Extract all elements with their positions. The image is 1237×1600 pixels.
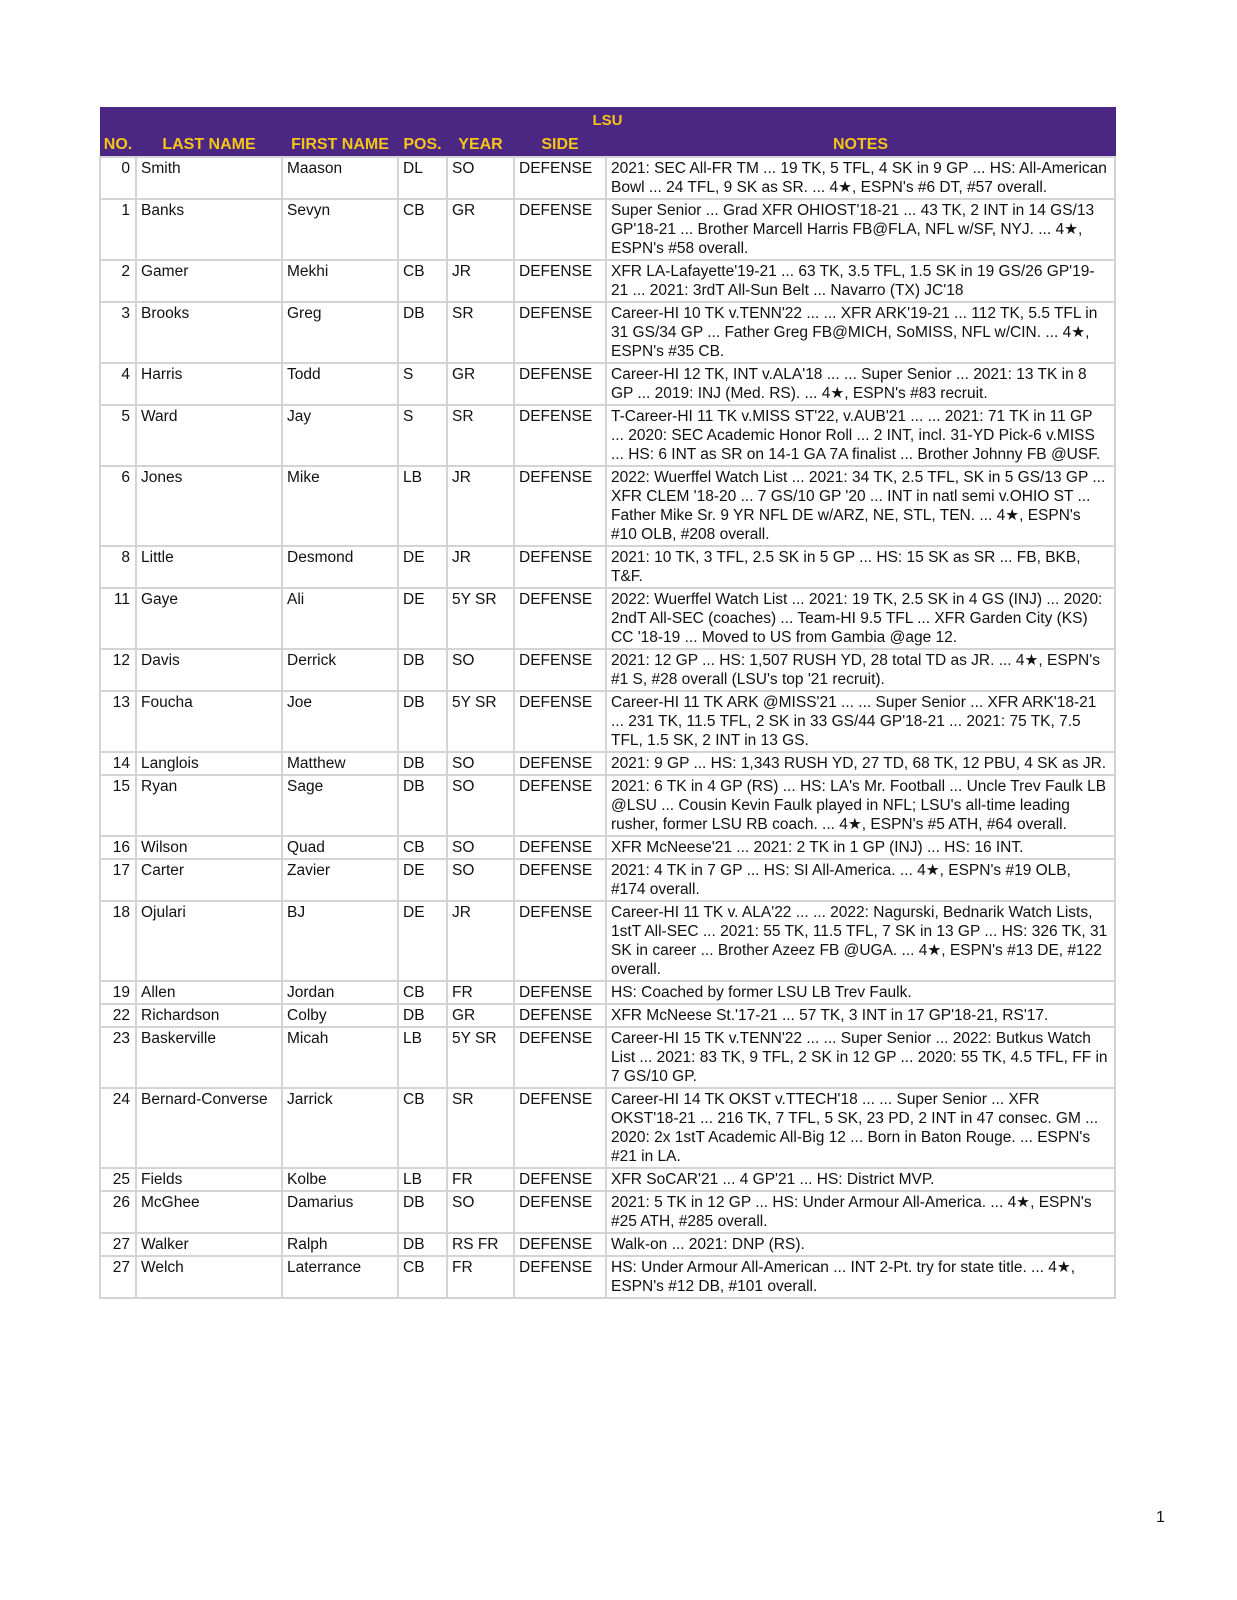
player-notes: Career-HI 15 TK v.TENN'22 ... ... Super Senior ... 2022: Butkus Watch List ... 2021: 83 TK, 9 TFL, 2 SK in 12 GP ... 2020: 55 TK, 4.5 TFL, FF in 7 GS/10 GP. [606,1027,1115,1088]
column-header-no: NO. [100,133,136,158]
player-year: SO [447,649,514,691]
player-notes: 2021: SEC All-FR TM ... 19 TK, 5 TFL, 4 SK in 9 GP ... HS: All-American Bowl ... 24 TFL, 9 SK as SR. ... 4★, ESPN's #6 DT, #57 overall. [606,157,1115,199]
player-number: 14 [100,752,136,775]
player-last-name: Smith [136,157,282,199]
player-position: LB [398,1027,447,1088]
player-year: SO [447,836,514,859]
player-position: LB [398,1168,447,1191]
player-notes: 2021: 9 GP ... HS: 1,343 RUSH YD, 27 TD, 68 TK, 12 PBU, 4 SK as JR. [606,752,1115,775]
player-notes: Career-HI 12 TK, INT v.ALA'18 ... ... Super Senior ... 2021: 13 TK in 8 GP ... 2019: INJ (Med. RS). ... 4★, ESPN's #83 recruit. [606,363,1115,405]
player-number: 23 [100,1027,136,1088]
column-header-notes: NOTES [606,133,1115,158]
player-position: CB [398,1256,447,1298]
player-number: 5 [100,405,136,466]
player-year: 5Y SR [447,1027,514,1088]
player-last-name: Ojulari [136,901,282,981]
player-notes: Walk-on ... 2021: DNP (RS). [606,1233,1115,1256]
player-year: SR [447,405,514,466]
player-position: DE [398,588,447,649]
player-year: SO [447,752,514,775]
player-year: GR [447,363,514,405]
player-side: DEFENSE [514,649,606,691]
player-last-name: Harris [136,363,282,405]
player-number: 12 [100,649,136,691]
player-first-name: Sage [282,775,398,836]
player-year: 5Y SR [447,691,514,752]
player-last-name: Jones [136,466,282,546]
player-year: GR [447,199,514,260]
player-first-name: Laterrance [282,1256,398,1298]
table-row [100,752,1115,775]
player-first-name: BJ [282,901,398,981]
player-last-name: Brooks [136,302,282,363]
player-last-name: Banks [136,199,282,260]
player-side: DEFENSE [514,1027,606,1088]
player-number: 27 [100,1256,136,1298]
player-year: JR [447,466,514,546]
player-year: GR [447,1004,514,1027]
table-row [100,157,1115,199]
player-notes: 2021: 12 GP ... HS: 1,507 RUSH YD, 28 total TD as JR. ... 4★, ESPN's #1 S, #28 overall (LSU's top '21 recruit). [606,649,1115,691]
player-notes: XFR McNeese'21 ... 2021: 2 TK in 1 GP (INJ) ... HS: 16 INT. [606,836,1115,859]
table-row [100,775,1115,836]
player-side: DEFENSE [514,691,606,752]
table-header [100,108,1115,158]
player-side: DEFENSE [514,405,606,466]
table-row [100,649,1115,691]
roster-table [99,107,1116,1299]
player-side: DEFENSE [514,363,606,405]
player-number: 11 [100,588,136,649]
player-number: 2 [100,260,136,302]
player-number: 17 [100,859,136,901]
player-side: DEFENSE [514,752,606,775]
player-first-name: Derrick [282,649,398,691]
player-position: DE [398,546,447,588]
table-row [100,302,1115,363]
player-first-name: Kolbe [282,1168,398,1191]
table-row [100,1027,1115,1088]
player-number: 16 [100,836,136,859]
player-first-name: Ralph [282,1233,398,1256]
table-row [100,405,1115,466]
player-side: DEFENSE [514,157,606,199]
player-notes: 2021: 6 TK in 4 GP (RS) ... HS: LA's Mr. Football ... Uncle Trev Faulk LB @LSU ... Cousin Kevin Faulk played in NFL; LSU's all-time leading rusher, former LSU RB coach. ... 4★, ESPN's #5 ATH, #64 overall. [606,775,1115,836]
player-first-name: Todd [282,363,398,405]
player-number: 8 [100,546,136,588]
player-number: 27 [100,1233,136,1256]
player-first-name: Ali [282,588,398,649]
player-year: 5Y SR [447,588,514,649]
player-last-name: Carter [136,859,282,901]
player-first-name: Desmond [282,546,398,588]
player-year: SO [447,1191,514,1233]
player-side: DEFENSE [514,1088,606,1168]
player-position: S [398,405,447,466]
player-year: FR [447,981,514,1004]
player-first-name: Mike [282,466,398,546]
player-side: DEFENSE [514,302,606,363]
player-number: 19 [100,981,136,1004]
player-notes: XFR SoCAR'21 ... 4 GP'21 ... HS: District MVP. [606,1168,1115,1191]
player-position: CB [398,981,447,1004]
table-row [100,691,1115,752]
team-title-row [100,108,1115,133]
column-header-row [100,133,1115,158]
player-notes: 2021: 5 TK in 12 GP ... HS: Under Armour All-America. ... 4★, ESPN's #25 ATH, #285 overall. [606,1191,1115,1233]
player-year: SR [447,1088,514,1168]
player-last-name: McGhee [136,1191,282,1233]
player-last-name: Walker [136,1233,282,1256]
player-first-name: Micah [282,1027,398,1088]
player-number: 15 [100,775,136,836]
player-position: DB [398,1004,447,1027]
table-row [100,260,1115,302]
player-position: DB [398,649,447,691]
player-side: DEFENSE [514,588,606,649]
table-row [100,981,1115,1004]
player-first-name: Joe [282,691,398,752]
player-position: DB [398,752,447,775]
table-row [100,363,1115,405]
player-number: 6 [100,466,136,546]
player-last-name: Langlois [136,752,282,775]
player-side: DEFENSE [514,1191,606,1233]
table-row [100,859,1115,901]
player-side: DEFENSE [514,1256,606,1298]
player-year: JR [447,901,514,981]
player-first-name: Matthew [282,752,398,775]
player-year: JR [447,260,514,302]
player-first-name: Jordan [282,981,398,1004]
player-side: DEFENSE [514,859,606,901]
player-notes: XFR McNeese St.'17-21 ... 57 TK, 3 INT in 17 GP'18-21, RS'17. [606,1004,1115,1027]
player-position: DE [398,859,447,901]
player-side: DEFENSE [514,1168,606,1191]
player-number: 13 [100,691,136,752]
player-position: CB [398,199,447,260]
player-notes: 2022: Wuerffel Watch List ... 2021: 34 TK, 2.5 TFL, SK in 5 GS/13 GP ... XFR CLEM '18-20 ... 7 GS/10 GP '20 ... INT in natl semi v.OHIO ST ... Father Mike Sr. 9 YR NFL DE w/ARZ, NE, STL, TEN. ... 4★, ESPN's #10 OLB, #208 overall. [606,466,1115,546]
table-row [100,588,1115,649]
player-notes: 2021: 10 TK, 3 TFL, 2.5 SK in 5 GP ... HS: 15 SK as SR ... FB, BKB, T&F. [606,546,1115,588]
player-first-name: Jay [282,405,398,466]
player-year: SO [447,775,514,836]
player-year: SO [447,859,514,901]
table-row [100,466,1115,546]
player-last-name: Allen [136,981,282,1004]
player-notes: 2021: 4 TK in 7 GP ... HS: SI All-America. ... 4★, ESPN's #19 OLB, #174 overall. [606,859,1115,901]
table-row [100,1168,1115,1191]
player-position: S [398,363,447,405]
player-notes: Super Senior ... Grad XFR OHIOST'18-21 ... 43 TK, 2 INT in 14 GS/13 GP'18-21 ... Brother Marcell Harris FB@FLA, NFL w/SF, NYJ. ... 4★, ESPN's #58 overall. [606,199,1115,260]
player-number: 25 [100,1168,136,1191]
player-position: LB [398,466,447,546]
player-side: DEFENSE [514,1233,606,1256]
player-year: JR [447,546,514,588]
player-first-name: Quad [282,836,398,859]
player-side: DEFENSE [514,546,606,588]
column-header-side: SIDE [514,133,606,158]
player-position: CB [398,260,447,302]
player-last-name: Bernard-Converse [136,1088,282,1168]
player-position: DB [398,691,447,752]
player-last-name: Ryan [136,775,282,836]
table-row [100,1256,1115,1298]
player-first-name: Colby [282,1004,398,1027]
player-notes: Career-HI 14 TK OKST v.TTECH'18 ... ... Super Senior ... XFR OKST'18-21 ... 216 TK, 7 TFL, 5 SK, 23 PD, 2 INT in 47 consec. GM ... 2020: 2x 1stT Academic All-Big 12 ... Born in Baton Rouge. ... ESPN's #21 in LA. [606,1088,1115,1168]
player-number: 4 [100,363,136,405]
player-number: 22 [100,1004,136,1027]
player-position: DB [398,1191,447,1233]
player-last-name: Foucha [136,691,282,752]
table-row [100,1191,1115,1233]
player-side: DEFENSE [514,1004,606,1027]
player-position: DB [398,302,447,363]
table-row [100,199,1115,260]
player-position: DB [398,1233,447,1256]
player-notes: Career-HI 11 TK ARK @MISS'21 ... ... Super Senior ... XFR ARK'18-21 ... 231 TK, 11.5 TFL, 2 SK in 33 GS/44 GP'18-21 ... 2021: 75 TK, 7.5 TFL, 1.5 SK, 2 INT in 13 GS. [606,691,1115,752]
player-position: DL [398,157,447,199]
player-first-name: Sevyn [282,199,398,260]
player-last-name: Baskerville [136,1027,282,1088]
player-last-name: Richardson [136,1004,282,1027]
player-notes: Career-HI 10 TK v.TENN'22 ... ... XFR ARK'19-21 ... 112 TK, 5.5 TFL in 31 GS/34 GP ... Father Greg FB@MICH, SoMISS, NFL w/CIN. ... 4★, ESPN's #35 CB. [606,302,1115,363]
player-first-name: Greg [282,302,398,363]
player-first-name: Jarrick [282,1088,398,1168]
table-row [100,1233,1115,1256]
player-number: 3 [100,302,136,363]
player-first-name: Damarius [282,1191,398,1233]
player-year: FR [447,1168,514,1191]
column-header-pos: POS. [398,133,447,158]
player-year: RS FR [447,1233,514,1256]
player-number: 18 [100,901,136,981]
player-notes: T-Career-HI 11 TK v.MISS ST'22, v.AUB'21 ... ... 2021: 71 TK in 11 GP ... 2020: SEC Academic Honor Roll ... 2 INT, incl. 31-YD Pick-6 v.MISS ... HS: 6 INT as SR on 14-1 GA 7A finalist ... Brother Johnny FB @USF. [606,405,1115,466]
player-number: 24 [100,1088,136,1168]
player-side: DEFENSE [514,901,606,981]
roster-body [100,157,1115,1298]
player-notes: 2022: Wuerffel Watch List ... 2021: 19 TK, 2.5 SK in 4 GS (INJ) ... 2020: 2ndT All-SEC (coaches) ... Team-HI 9.5 TFL ... XFR Garden City (KS) CC '18-19 ... Moved to US from Gambia @age 12. [606,588,1115,649]
player-last-name: Ward [136,405,282,466]
player-year: SR [447,302,514,363]
player-last-name: Wilson [136,836,282,859]
player-first-name: Zavier [282,859,398,901]
player-side: DEFENSE [514,260,606,302]
player-year: SO [447,157,514,199]
player-last-name: Fields [136,1168,282,1191]
player-notes: HS: Coached by former LSU LB Trev Faulk. [606,981,1115,1004]
player-last-name: Gaye [136,588,282,649]
player-position: CB [398,1088,447,1168]
player-position: DE [398,901,447,981]
player-number: 0 [100,157,136,199]
player-number: 26 [100,1191,136,1233]
player-position: DB [398,775,447,836]
column-header-first-name: FIRST NAME [282,133,398,158]
player-number: 1 [100,199,136,260]
player-side: DEFENSE [514,981,606,1004]
table-row [100,836,1115,859]
page-number: 1 [1156,1509,1165,1526]
table-row [100,1088,1115,1168]
player-last-name: Gamer [136,260,282,302]
table-row [100,901,1115,981]
player-side: DEFENSE [514,775,606,836]
player-notes: XFR LA-Lafayette'19-21 ... 63 TK, 3.5 TFL, 1.5 SK in 19 GS/26 GP'19-21 ... 2021: 3rdT All-Sun Belt ... Navarro (TX) JC'18 [606,260,1115,302]
player-first-name: Maason [282,157,398,199]
player-side: DEFENSE [514,836,606,859]
player-notes: HS: Under Armour All-American ... INT 2-Pt. try for state title. ... 4★, ESPN's #12 DB, #101 overall. [606,1256,1115,1298]
player-first-name: Mekhi [282,260,398,302]
team-title: LSU [100,108,1115,133]
player-side: DEFENSE [514,199,606,260]
player-last-name: Davis [136,649,282,691]
table-row [100,1004,1115,1027]
player-side: DEFENSE [514,466,606,546]
player-year: FR [447,1256,514,1298]
player-last-name: Welch [136,1256,282,1298]
player-position: CB [398,836,447,859]
table-row [100,546,1115,588]
column-header-last-name: LAST NAME [136,133,282,158]
column-header-year: YEAR [447,133,514,158]
player-last-name: Little [136,546,282,588]
player-notes: Career-HI 11 TK v. ALA'22 ... ... 2022: Nagurski, Bednarik Watch Lists, 1stT All-SEC ... 2021: 55 TK, 11.5 TFL, 7 SK in 13 GP ... HS: 326 TK, 31 SK in career ... Brother Azeez FB @UGA. ... 4★, ESPN's #13 DE, #122 overall. [606,901,1115,981]
